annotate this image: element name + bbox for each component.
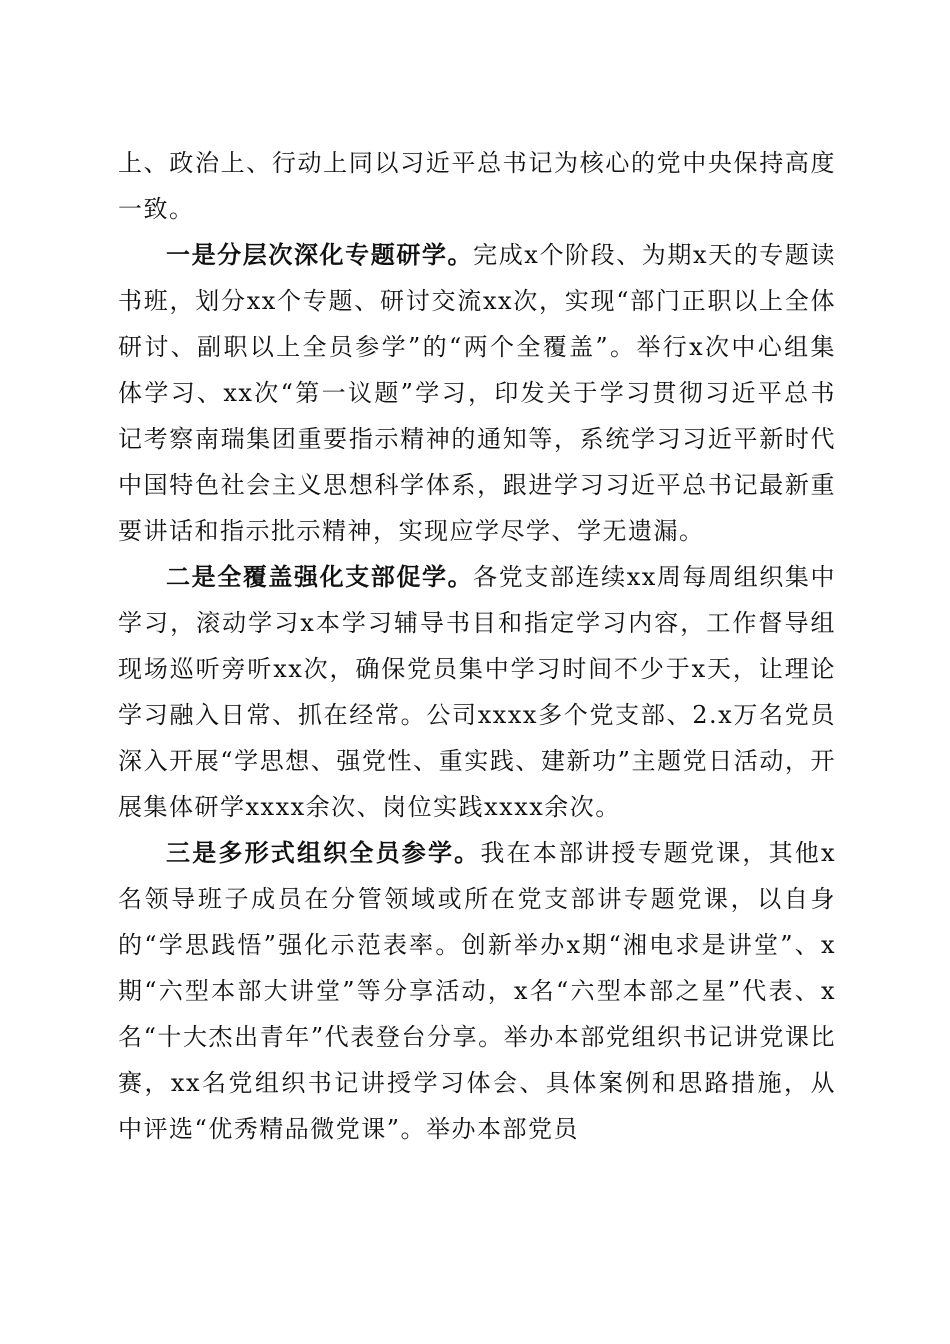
paragraph-text: 各党支部连续xx周每周组织集中学习，滚动学习x本学习辅导书目和指定学习内容，工作督导组现场巡听旁听xx次，确保党员集中学习时间不少于x天，让理论学习融入日常、抓在经常。公司xxxx多个党支部、2.x万名党员深入开展“学思想、强党性、重实践、建新功”主题党日活动，开展集体研学xxxx余次、岗位实践xxxx余次。 — [118, 563, 837, 821]
paragraph-text: 我在本部讲授专题党课，其他x名领导班子成员在分管领域或所在党支部讲专题党课，以自身的“学思践悟”强化示范表率。创新举办x期“湘电求是讲堂”、x期“六型本部大讲堂”等分享活动，x名“六型本部之星”代表、x名“十大杰出青年”代表登台分享。举办本部党组织书记讲党课比赛，xx名党组织书记讲授学习体会、具体案例和思路措施，从中评选“优秀精品微党课”。举办本部党员 — [118, 839, 837, 1143]
paragraph-heading: 一是分层次深化专题研学。 — [166, 240, 474, 269]
paragraph-text: 完成x个阶段、为期x天的专题读书班，划分xx个专题、研讨交流xx次，实现“部门正职以上全体研讨、副职以上全员参学”的“两个全覆盖”。举行x次中心组集体学习、xx次“第一议题”学习，印发关于学习贯彻习近平总书记考察南瑞集团重要指示精神的通知等，系统学习习近平新时代中国特色社会主义思想科学体系，跟进学习习近平总书记最新重要讲话和指示批示精神，实现应学尽学、学无遗漏。 — [118, 241, 836, 545]
paragraph-all-staff-study — [118, 830, 836, 1152]
paragraph-layered-study — [118, 232, 836, 554]
paragraph-text: 上、政治上、行动上同以习近平总书记为核心的党中央保持高度一致。 — [118, 149, 836, 223]
paragraph-heading: 三是多形式组织全员参学。 — [166, 838, 481, 867]
paragraph-branch-study — [118, 554, 836, 830]
paragraph-continuation — [118, 140, 836, 232]
document-body — [118, 140, 836, 1152]
paragraph-heading: 二是全覆盖强化支部促学。 — [166, 562, 474, 591]
